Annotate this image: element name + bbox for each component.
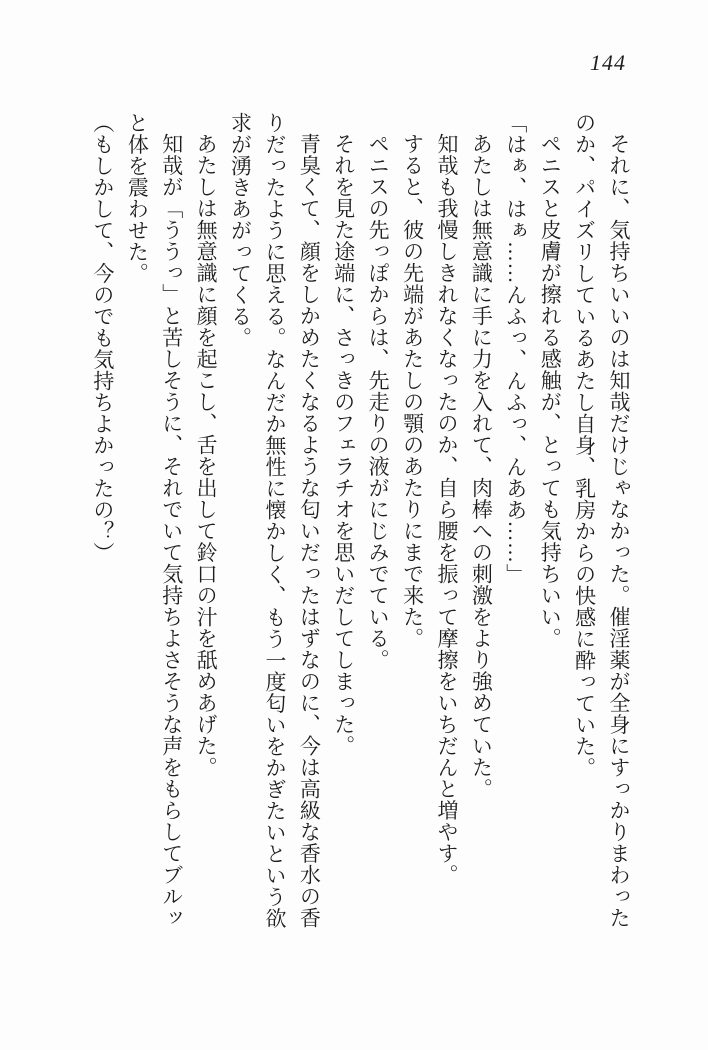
paragraph: それに、気持ちいいのは知哉だけじゃなかった。催淫薬が全身にすっかりまわったのか、パイズリしているあたし自身、乳房からの快感に酔っていた。	[572, 112, 631, 929]
paragraph: あたしは無意識に手に力を入れて、肉棒への刺激をより強めていた。	[469, 133, 494, 800]
paragraph: 知哉が「ううっ」と苦しそうに、それでいて気持ちよさそうな声をもらしてブルッと体を震わせた。	[125, 112, 184, 929]
page-number: 144	[590, 50, 626, 75]
paragraph: ペニスと皮膚が擦れる感触が、とっても気持ちいい。	[538, 133, 563, 649]
paragraph: それを見た途端に、さっきのフェラチオを思いだしてしまった。	[331, 133, 356, 757]
vertical-text-block	[74, 112, 636, 934]
paragraph: ペニスの先っぽからは、先走りの液がにじみでている。	[366, 133, 391, 671]
paragraph: 青臭くて、顔をしかめたくなるような匂いだったはずなのに、今は高級な香水の香りだったように思える。なんだか無性に懐かしく、もう一度匂いをかぎたいという欲求が湧きあがってくる。	[228, 112, 322, 929]
paragraph-inner-monologue: （もしかして、今のでも気持ちよかったの？）	[90, 112, 115, 564]
paragraph: あたしは無意識に顔を起こし、舌を出して鈴口の汁を舐めあげた。	[194, 133, 219, 778]
paragraph: 知哉も我慢しきれなくなったのか、自ら腰を振って摩擦をいちだんと増やす。	[434, 133, 459, 886]
paragraph-dialogue: 「はぁ、はぁ……んふっ、んふっ、んああ……」	[503, 112, 528, 585]
paragraph: すると、彼の先端があたしの顎のあたりにまで来た。	[400, 133, 425, 649]
